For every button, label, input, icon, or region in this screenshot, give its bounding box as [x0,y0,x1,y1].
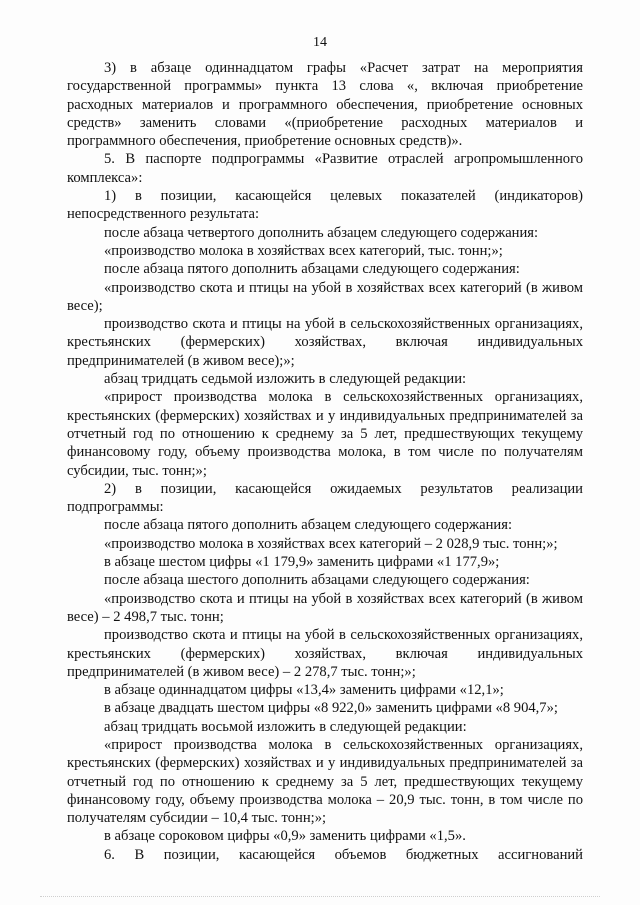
paragraph-expected-results: 2) в позиции, касающейся ожидаемых результатов реализации подпрограммы: [67,480,583,516]
paragraph-sixth-figures: в абзаце шестом цифры «1 179,9» заменить цифрами «1 177,9»; [104,554,500,571]
paragraph-milk-2028: «производство молока в хозяйствах всех категорий – 2 028,9 тыс. тонн;»; [104,535,558,552]
paragraph-after-sixth: после абзаца шестого дополнить абзацами следующего содержания: [104,572,530,589]
scan-edge-divider [40,896,600,899]
paragraph-livestock-organizations: производство скота и птицы на убой в сельскохозяйственных организациях, крестьянских (фермерских) хозяйствах, включая индивидуальных предпринимателей (в живом весе);»; [67,316,583,369]
paragraph-target-indicators: 1) в позиции, касающейся целевых показателей (индикаторов) непосредственного результата: [67,188,583,223]
paragraph-fortieth-figures: в абзаце сороковом цифры «0,9» заменить цифрами «1,5». [104,828,466,845]
page-number: 14 [313,35,327,50]
paragraph-budget-allocations: 6. В позиции, касающейся объемов бюджетных ассигнований [104,846,583,863]
paragraph-item-3: 3) в абзаце одиннадцатом графы «Расчет затрат на мероприятия государственной программы» пункта 13 слова «, включая приобретение расходных материалов и программного обеспечения, приобретение основных средств» заменить словами «(приобретение расходных материалов и программного обеспечения, приобретение основных средств)». [67,60,583,150]
paragraph-twenty-sixth-figures: в абзаце двадцать шестом цифры «8 922,0» заменить цифрами «8 904,7»; [104,700,558,717]
paragraph-milk-growth: «прирост производства молока в сельскохозяйственных организациях, крестьянских (фермерских) хозяйствах и у индивидуальных предпринимателей за отчетный год по отношению к среднему за 5 лет, предшествующих текущему финансовому году, объему производства молока, в том числе по получателям субсидии, тыс. тонн;»; [67,389,583,479]
paragraph-milk-growth-20-9: «прирост производства молока в сельскохозяйственных организациях, крестьянских (фермерских) хозяйствах и у индивидуальных предпринимателей за отчетный год по отношению к среднему за 5 лет, предшествующих текущему финансовому году, объему производства молока – 20,9 тыс. тонн, в том числе по получателям субсидии – 10,4 тыс. тонн;»; [67,736,583,827]
paragraph-livestock-2278: производство скота и птицы на убой в сельскохозяйственных организациях, крестьянских (фермерских) хозяйствах, включая индивидуальных предпринимателей (в живом весе) – 2 278,7 тыс. тонн;»; [67,627,583,680]
paragraph-livestock-2498: «производство скота и птицы на убой в хозяйствах всех категорий (в живом весе) – 2 498,7 тыс. тонн; [67,590,583,625]
paragraph-after-fourth: после абзаца четвертого дополнить абзацем следующего содержания: [104,224,539,241]
paragraph-milk-production: «производство молока в хозяйствах всех категорий, тыс. тонн;»; [104,242,503,259]
document-body [67,59,583,864]
paragraph-passport-subprogram: 5. В паспорте подпрограммы «Развитие отраслей агропромышленного комплекса»: [67,151,583,186]
paragraph-livestock-all: «производство скота и птицы на убой в хозяйствах всех категорий (в живом весе); [67,279,583,314]
paragraph-thirty-seventh: абзац тридцать седьмой изложить в следующей редакции: [104,371,467,388]
paragraph-eleventh-figures: в абзаце одиннадцатом цифры «13,4» заменить цифрами «12,1»; [104,682,504,699]
paragraph-after-fifth: после абзаца пятого дополнить абзацами следующего содержания: [104,261,520,278]
paragraph-thirty-eighth: абзац тридцать восьмой изложить в следующей редакции: [104,718,467,735]
paragraph-after-fifth-2: после абзаца пятого дополнить абзацем следующего содержания: [104,517,512,534]
